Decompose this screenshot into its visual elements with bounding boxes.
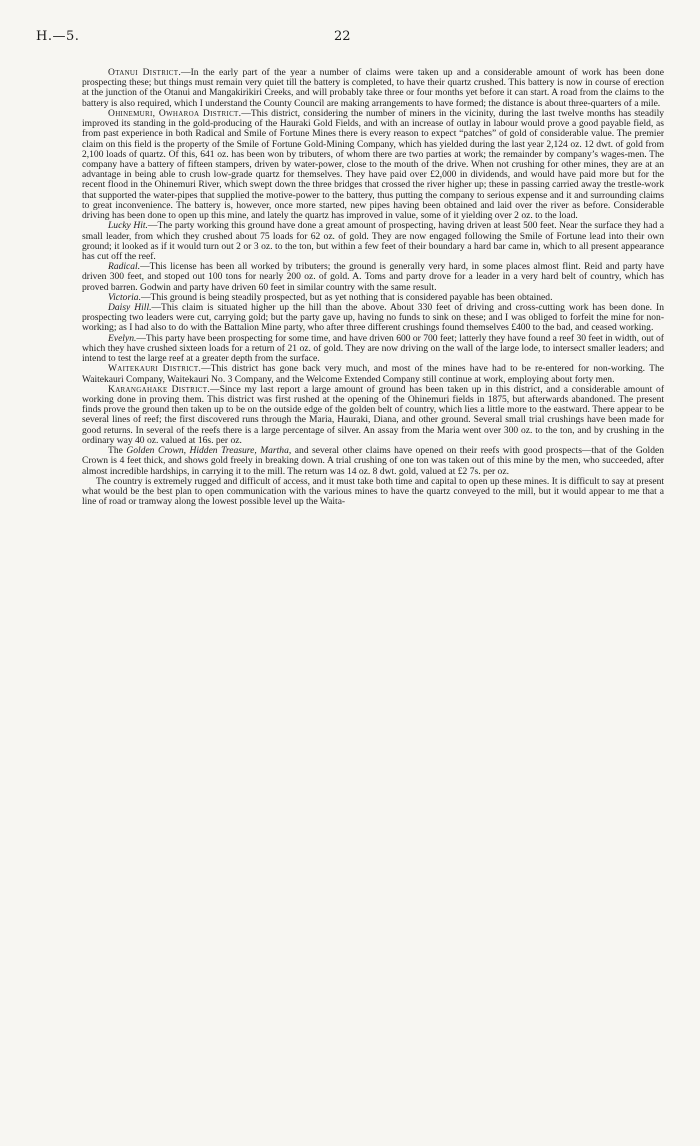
paragraph-evelyn [82,334,664,365]
paragraph-waitekauri [82,364,664,384]
paragraph-text: —This ground is being steadily prospected, but as yet nothing that is considered payable has been obtained. [140,291,553,303]
paragraph-text: —This claim is situated higher up the hill than the above. About 330 feet of driving and cross-cutting work has been done. In prospecting two leaders were cut, carrying gold; but the party gave up, having no funds to sink on these; and I was obliged to forfeit the mine for non-working; as I had also to do with the Battalion Mine party, who after three different crushings found themselves £400 to the bad, and ceased working. [82,302,664,334]
paragraph-karangahake [82,385,664,446]
body-text [82,68,664,507]
section-heading: Karangahake District. [108,383,211,395]
section-heading: Waitekauri District. [108,363,202,375]
paragraph-otanui [82,68,664,109]
claim-heading: Evelyn. [108,332,137,344]
claim-heading: Radical. [108,261,141,273]
section-heading: Ohinemuri, Owharoa District. [108,107,242,119]
paragraph-text: —This district has gone back very much, and most of the mines have had to be re-entered for non-working. The Waitekauri Company, Waitekauri No. 3 Company, and the Welcome Extended Company still continue at work, employing about forty men. [82,363,664,385]
paragraph-text: —This district, considering the number of miners in the vicinity, during the last twelve months has steadily improved its standing in the gold-producing of the Hauraki Gold Fields, and with an increase of outlay in labour would prove a good payable field, as from past experience in both Radical and Smile of Fortune Mines there is every reason to expect “patches” of gold of considerable value. The premier claim on this field is the property of the Smile of Fortune Gold-Mining Company, which has yielded during the last year 2,124 oz. 12 dwt. of gold from 2,100 loads of quartz. Of this, 641 oz. has been won by tributers, of whom there are two parties at work; the remainder by company’s wages-men. The company have a battery of fifteen stampers, driven by water-power, close to the mouth of the drive. When not crushing for other mines, they are at an advantage in being able to crush low-grade quartz for themselves. They have paid over £2,000 in dividends, and would have paid more but for the recent flood in the Ohinemuri River, which swept down the three bridges that crossed the river higher up; these in passing carried away the trestle-work that supported the water-pipes that supplied the motive-power to the battery, thus putting the company to serious expense and it and surrounding claims to great inconvenience. The battery is, however, once more started, new pipes having been obtained and laid over the river as before. Considerable driving has been done to open up this mine, and lately the quartz has improved in value, some of it yielding over 2 oz. to the load. [82,107,664,222]
paragraph-text: —In the early part of the year a number of claims were taken up and a considerable amount of work has been done prospecting these; but things must remain very quiet till the battery is completed, to have their quartz crushed. This battery is now in course of erection at the junction of the Otanui and Mangakirikiri Creeks, and will probably take three or four months yet before it can start. A road from the claims to the battery is also required, which I understand the County Council are making arrangements to have formed; the distance is about three-quarters of a mile. [82,67,664,109]
paragraph-daisy-hill [82,303,664,334]
claim-heading: Golden Crown, Hidden Treasure, Martha, [126,445,292,457]
paragraph-radical [82,262,664,293]
paragraph-text: The country is extremely rugged and difficult of access, and it must take both time and capital to open up these mines. It is difficult to say at present what would be the best plan to open communication with the various mines to have the quartz conveyed to the mill, but it would appear to me that a line of road or tramway along the lowest possible level up the Waita- [82,475,664,508]
paragraph-golden-crown [82,446,664,477]
claim-heading: Daisy Hill. [108,302,152,314]
paragraph-lucky-hit [82,221,664,262]
paragraph-text: —The party working this ground have done a great amount of prospecting, having driven at least 500 feet. Near the surface they had a small leader, from which they crushed about 75 loads for 62 oz. of gold. They are now engaged following the Smile of Fortune lead into their own ground; it looked as if it would turn out 2 or 3 oz. to the ton, but within a few feet of their boundary a hard bar came in, which to all present appearance has cut off the reef. [82,220,664,262]
paragraph-text: —This license has been all worked by tributers; the ground is generally very hard, in some places almost flint. Reid and party have driven 300 feet, and stoped out 100 tons for nearly 200 oz. of gold. A. Toms and party drove for a leader in a very hard belt of country, which has proved barren. Godwin and party have driven 60 feet in similar country with the same result. [82,261,664,293]
paragraph-ohinemuri [82,109,664,221]
paragraph-text: —This party have been prospecting for some time, and have driven 600 or 700 feet; latterly they have found a reef 30 feet in width, out of which they have crushed sixteen loads for a return of 21 oz. of gold. They are now driving on the wall of the large lode, to intersect smaller leaders; and intend to test the large reef at a greater depth from the surface. [82,332,664,365]
section-heading: Otanui District. [108,67,182,78]
paragraph-country [82,477,664,508]
page-number: 22 [334,29,351,44]
paragraph-text: —Since my last report a large amount of ground has been taken up in this district, and a considerable amount of working done in proving them. This district was first rushed at the opening of the Ohinemuri fields in 1875, but afterwards abandoned. The present finds prove the ground then taken up to be on the outside edge of the golden belt of country, which lies a little more to the eastward. There appear to be several lines of reef; the first discovered runs through the Maria, Hauraki, Diana, and other ground. Several small trial crushings have been made for good returns. In several of the reefs there is a large percentage of silver. An assay from the Maria went over 300 oz. to the ton, and by crushing in the ordinary way 40 oz. valued at 16s. per oz. [82,383,664,446]
paragraph-text: and several other claims have opened on their reefs with good prospects—that of the Golden Crown is 4 feet thick, and shows gold freely in breaking down. A trial crushing of one ton was taken out of this mine by the men, who succeeded, after almost incredible hardships, in carrying it to the mill. The return was 14 oz. 8 dwt. gold, valued at £2 7s. per oz. [82,445,664,477]
claim-heading: Lucky Hit. [108,220,148,232]
claim-heading: Victoria. [108,291,141,303]
report-id: H.—5. [36,29,80,44]
paragraph-lead: The [108,445,127,457]
